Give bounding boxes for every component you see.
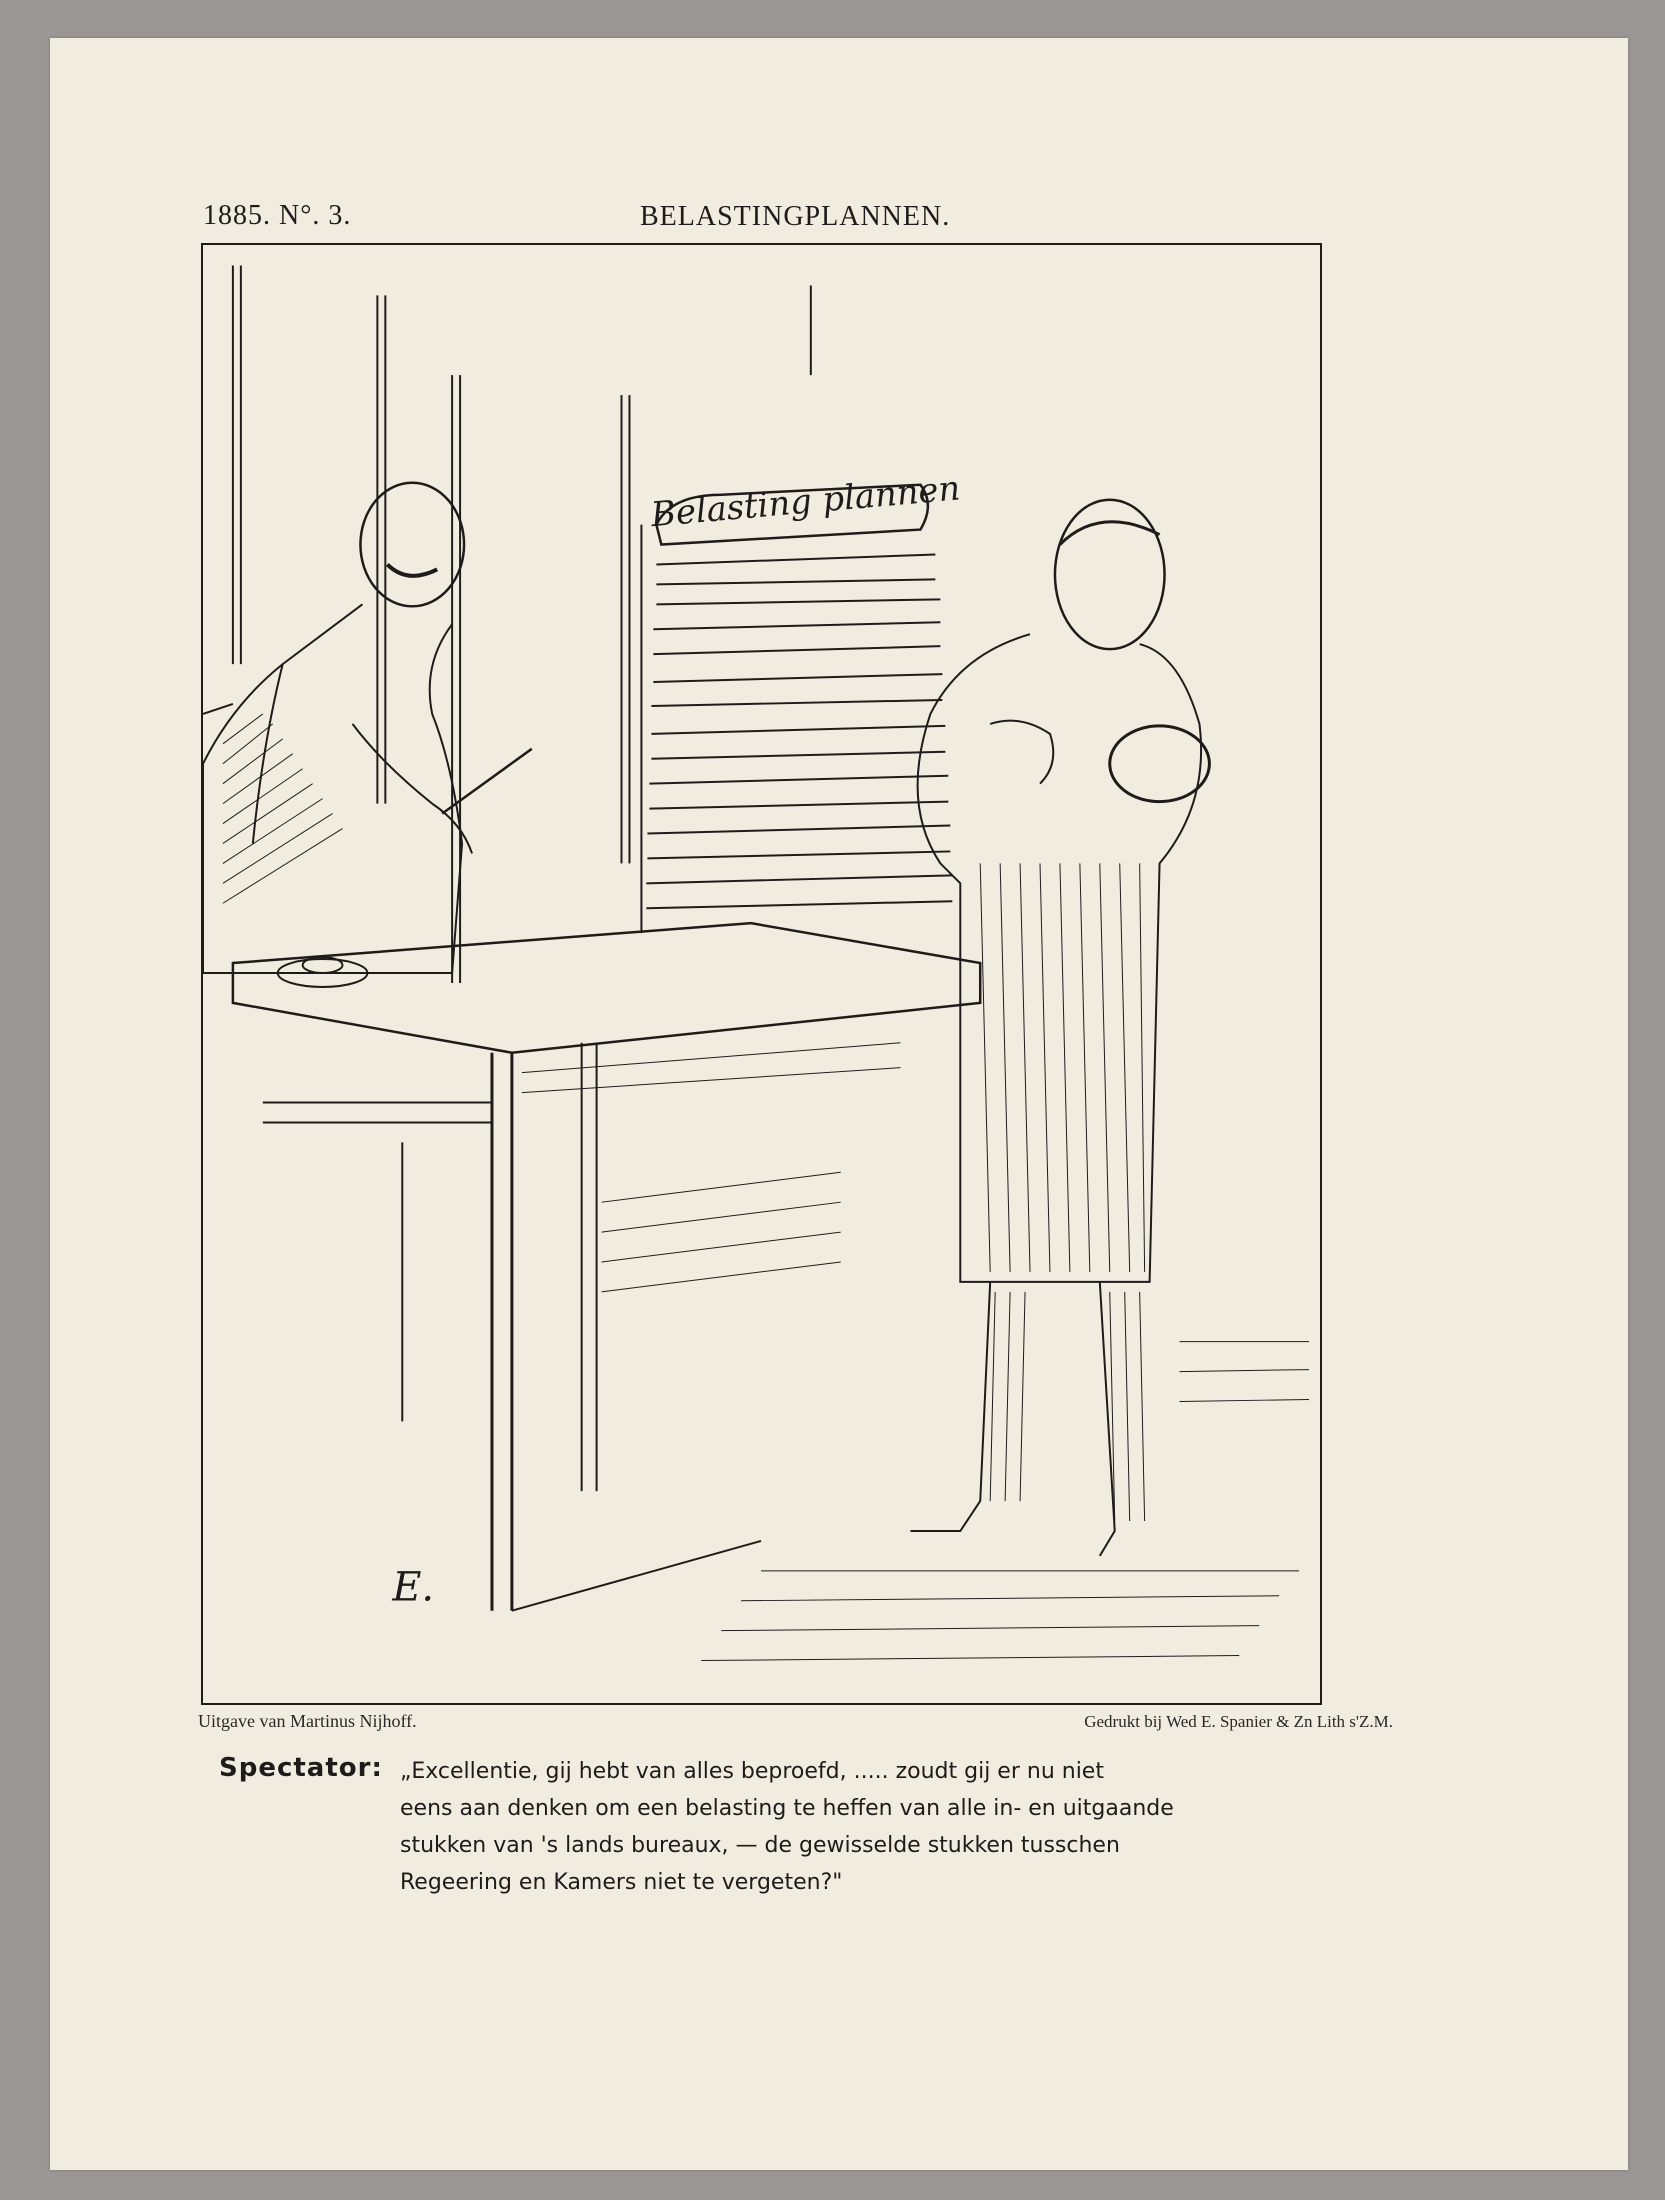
caption-text [400,1753,1320,1901]
caption-speaker: Spectator: [219,1753,383,1783]
cartoon-illustration [203,245,1320,1703]
page-title: BELASTINGPLANNEN. [640,201,951,232]
artist-monogram: E. [392,1564,435,1611]
caption-line: stukken van 's lands bureaux, — de gewisselde stukken tusschen [400,1833,1120,1858]
paper-stack [641,485,952,933]
publisher-credit: Uitgave van Martinus Nijhoff. [198,1711,417,1731]
seated-official [203,483,532,973]
caption-line: Regeering en Kamers niet te vergeten?" [400,1870,843,1895]
stack-label: Belasting plannen [649,468,962,535]
illustration-frame [201,243,1322,1705]
standing-minister [910,500,1209,1556]
issue-number: 1885. N°. 3. [203,200,352,231]
printer-credit: Gedrukt bij Wed E. Spanier & Zn Lith s'Z.M. [1084,1712,1393,1731]
desk [233,923,980,1611]
wall-panels [233,266,811,983]
caption-line: „Excellentie, gij hebt van alles beproefd, ..... zoudt gij er nu niet [400,1759,1104,1784]
caption-line: eens aan denken om een belasting te heffen van alle in- en uitgaande [400,1796,1174,1821]
